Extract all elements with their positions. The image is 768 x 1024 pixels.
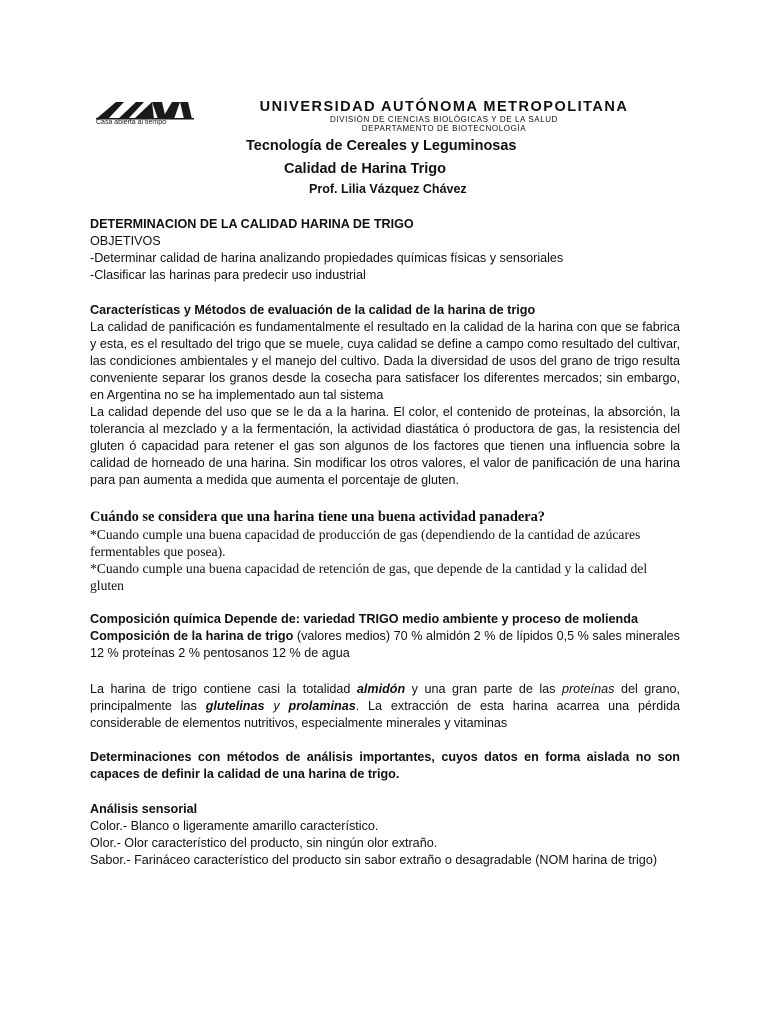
sensory-heading: Análisis sensorial bbox=[90, 802, 198, 816]
sensory-color: Color.- Blanco o ligeramente amarillo característico. bbox=[90, 819, 379, 833]
composition-label: Composición de la harina de trigo bbox=[90, 629, 294, 643]
sensory-odor: Olor.- Olor característico del producto, sin ningún olor extraño. bbox=[90, 836, 438, 850]
paragraph: La calidad de panificación es fundamentalmente el resultado en la calidad de la harina con que se fabrica y esta, es el resultado del trigo que se muele, cuya calidad se define a campo como resultado del cultivar, las condiciones ambientales y el manejo del cultivo. Dada la diversidad de usos del grano de trigo resulta conveniente separar los granos desde la cosecha para satisfacer los diferentes mercados; sin embargo, en Argentina no se ha implementado aun tal sistema bbox=[90, 320, 680, 402]
criterion-item: *Cuando cumple una buena capacidad de producción de gas (dependiendo de la cantidad de azúcares fermentables que posea). bbox=[90, 527, 641, 559]
text-run: del grano, principalmente las bbox=[90, 682, 680, 713]
text-run: y una gran parte de las bbox=[405, 682, 562, 696]
department-name: DEPARTAMENTO DE BIOTECNOLOGÍA bbox=[361, 123, 527, 133]
term-prolaminas: prolaminas bbox=[288, 699, 356, 713]
composition-section bbox=[90, 611, 680, 662]
composition-paragraph bbox=[90, 628, 680, 662]
wheat-flour-paragraph bbox=[90, 681, 680, 732]
text-run: y bbox=[264, 699, 289, 713]
text-run: La harina de trigo contiene casi la totalidad bbox=[90, 682, 357, 696]
objectives-section bbox=[90, 216, 680, 284]
determinations-text: Determinaciones con métodos de análisis importantes, cuyos datos en forma aislada no son capaces de definir la calidad de una harina de trigo. bbox=[90, 750, 680, 781]
subject-title: Calidad de Harina Trigo bbox=[284, 161, 446, 177]
question-heading: Cuándo se considera que una harina tiene una buena actividad panadera? bbox=[90, 509, 545, 525]
objectives-label: OBJETIVOS bbox=[90, 234, 161, 248]
sensory-taste: Sabor.- Farináceo característico del producto sin sabor extraño o desagradable (NOM harina de trigo) bbox=[90, 853, 658, 867]
paragraph: La calidad depende del uso que se le da a la harina. El color, el contenido de proteínas, la absorción, la tolerancia al mezclado y a la fermentación, la actividad diastática ó productora de gas, la resistencia del gluten ó capacidad para retener el gas son algunos de los factores que tienen una influencia sobre la calidad de horneado de una harina. Sin modificar los otros valores, el valor de panificación de una harina para pan aumenta a medida que aumenta el porcentaje de gluten. bbox=[90, 405, 680, 487]
text-run: . La extracción de esta harina acarrea una pérdida considerable de elementos nutritivos, especialmente minerales y vitaminas bbox=[90, 699, 680, 730]
section-heading: DETERMINACION DE LA CALIDAD HARINA DE TRIGO bbox=[90, 217, 414, 231]
course-title: Tecnología de Cereales y Leguminosas bbox=[246, 138, 517, 154]
composition-heading: Composición química Depende de: variedad TRIGO medio ambiente y proceso de molienda bbox=[90, 612, 638, 626]
criterion-item: *Cuando cumple una buena capacidad de retención de gas, que depende de la cantidad y la calidad del gluten bbox=[90, 561, 648, 593]
composition-values: (valores medios) 70 % almidón 2 % de lípidos 0,5 % sales minerales 12 % proteínas 2 % pentosanos 12 % de agua bbox=[90, 629, 680, 660]
sensory-section bbox=[90, 801, 680, 869]
section-heading: Características y Métodos de evaluación de la calidad de la harina de trigo bbox=[90, 303, 536, 317]
logo-motto: Casa abierta al tiempo bbox=[96, 119, 167, 126]
objective-item: -Clasificar las harinas para predecir uso industrial bbox=[90, 268, 366, 282]
term-proteinas: proteínas bbox=[561, 682, 615, 696]
division-name: DIVISIÓN DE CIENCIAS BIOLÓGICAS Y DE LA SALUD bbox=[329, 114, 559, 124]
determinations-paragraph bbox=[90, 749, 680, 783]
term-glutelinas: glutelinas bbox=[205, 699, 265, 713]
university-name: UNIVERSIDAD AUTÓNOMA METROPOLITANA bbox=[259, 99, 629, 115]
objective-item: -Determinar calidad de harina analizando propiedades químicas físicas y sensoriales bbox=[90, 251, 564, 265]
term-almidon: almidón bbox=[356, 682, 406, 696]
letterhead bbox=[96, 99, 656, 133]
uam-logo bbox=[96, 100, 206, 130]
university-block bbox=[234, 100, 654, 133]
bakery-activity-section bbox=[90, 509, 680, 594]
professor-name: Prof. Lilia Vázquez Chávez bbox=[309, 182, 467, 196]
quality-section bbox=[90, 302, 680, 489]
